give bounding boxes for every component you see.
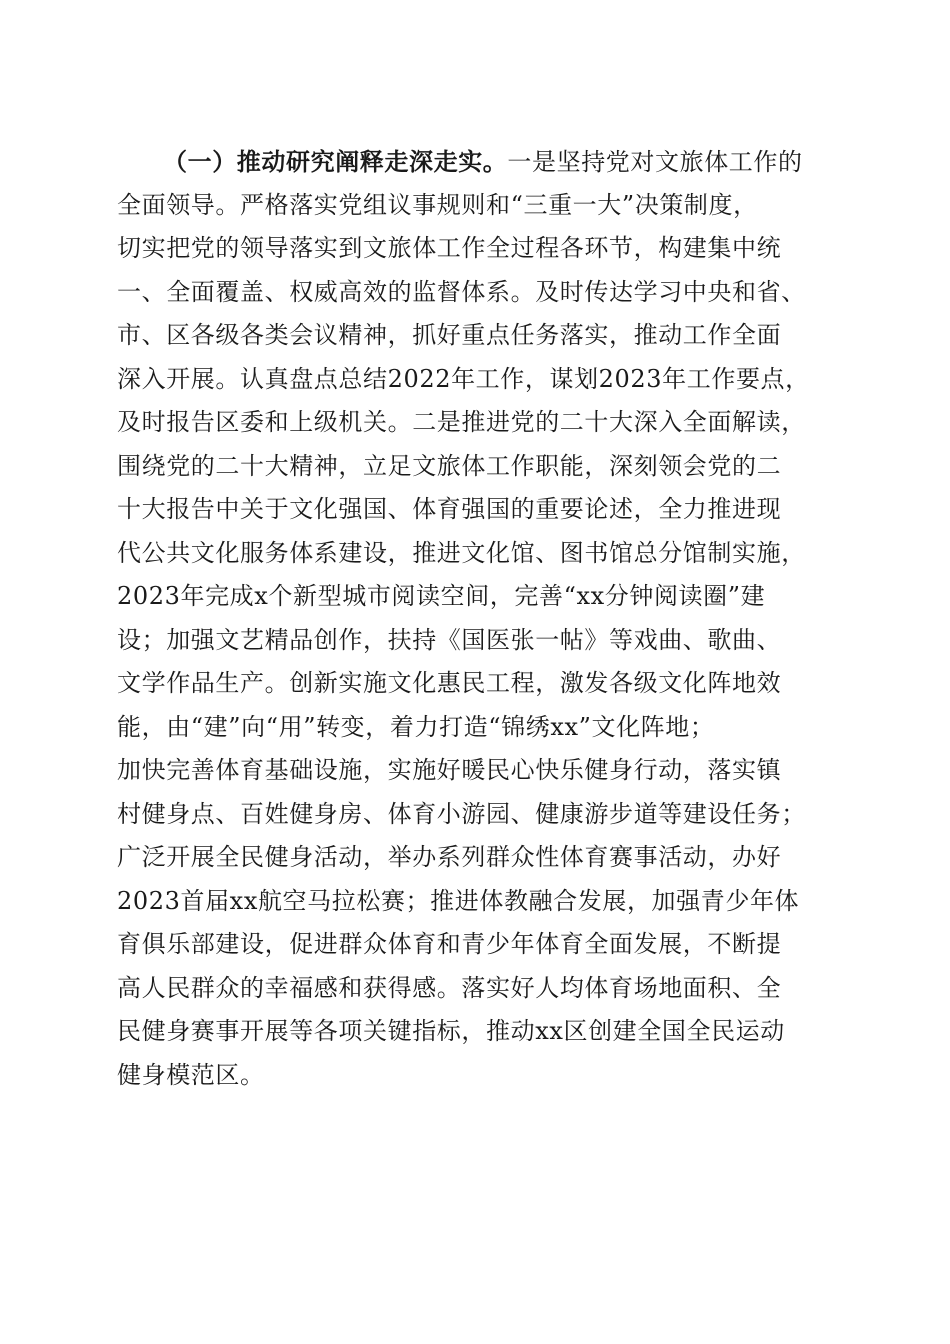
paragraph-line: 全面领导。严格落实党组议事规则和“三重一大”决策制度， — [117, 190, 758, 219]
paragraph-line: 加快完善体育基础设施，实施好暖民心快乐健身行动，落实镇 — [117, 756, 782, 784]
paragraph-line: 2023年完成x个新型城市阅读空间，完善“xx分钟阅读圈”建 — [117, 582, 766, 610]
line-text: 一是坚持党对文旅体工作的 — [507, 148, 803, 176]
paragraph-line: 设；加强文艺精品创作，扶持《国医张一帖》等戏曲、歌曲、 — [117, 625, 782, 654]
paragraph-line: 育俱乐部建设，促进群众体育和青少年体育全面发展，不断提 — [117, 930, 782, 958]
paragraph-line: 村健身点、百姓健身房、体育小游园、健康游步道等建设任务； — [117, 799, 806, 828]
paragraph-line: 十大报告中关于文化强国、体育强国的重要论述，全力推进现 — [117, 495, 782, 523]
paragraph-line: 广泛开展全民健身活动，举办系列群众性体育赛事活动，办好 — [117, 843, 782, 871]
paragraph-line: 市、区各级各类会议精神，抓好重点任务落实，推动工作全面 — [117, 321, 782, 349]
paragraph-line: 围绕党的二十大精神，立足文旅体工作职能，深刻领会党的二 — [117, 451, 782, 480]
paragraph-line: 及时报告区委和上级机关。二是推进党的二十大深入全面解读， — [117, 408, 806, 436]
paragraph-line — [117, 140, 837, 184]
paragraph-line: 切实把党的领导落实到文旅体工作全过程各环节，构建集中统 — [117, 234, 782, 262]
section-heading: （一）推动研究阐释走深走实。 — [163, 147, 508, 176]
paragraph-line: 民健身赛事开展等各项关键指标，推动xx区创建全国全民运动 — [117, 1017, 785, 1045]
paragraph-line: 一、全面覆盖、权威高效的监督体系。及时传达学习中央和省、 — [117, 277, 806, 306]
paragraph-line: 高人民群众的幸福感和获得感。落实好人均体育场地面积、全 — [117, 973, 782, 1002]
paragraph-line: 深入开展。认真盘点总结2022年工作，谋划2023年工作要点， — [117, 364, 810, 393]
paragraph-line: 能，由“建”向“用”转变，着力打造“锦绣xx”文化阵地； — [117, 712, 715, 741]
paragraph — [117, 140, 837, 1097]
paragraph-line: 2023首届xx航空马拉松赛；推进体教融合发展，加强青少年体 — [117, 886, 800, 915]
paragraph-line: 文学作品生产。创新实施文化惠民工程，激发各级文化阵地效 — [117, 669, 782, 697]
paragraph-line: 健身模范区。 — [117, 1060, 265, 1089]
paragraph-line: 代公共文化服务体系建设，推进文化馆、图书馆总分馆制实施， — [117, 538, 806, 567]
